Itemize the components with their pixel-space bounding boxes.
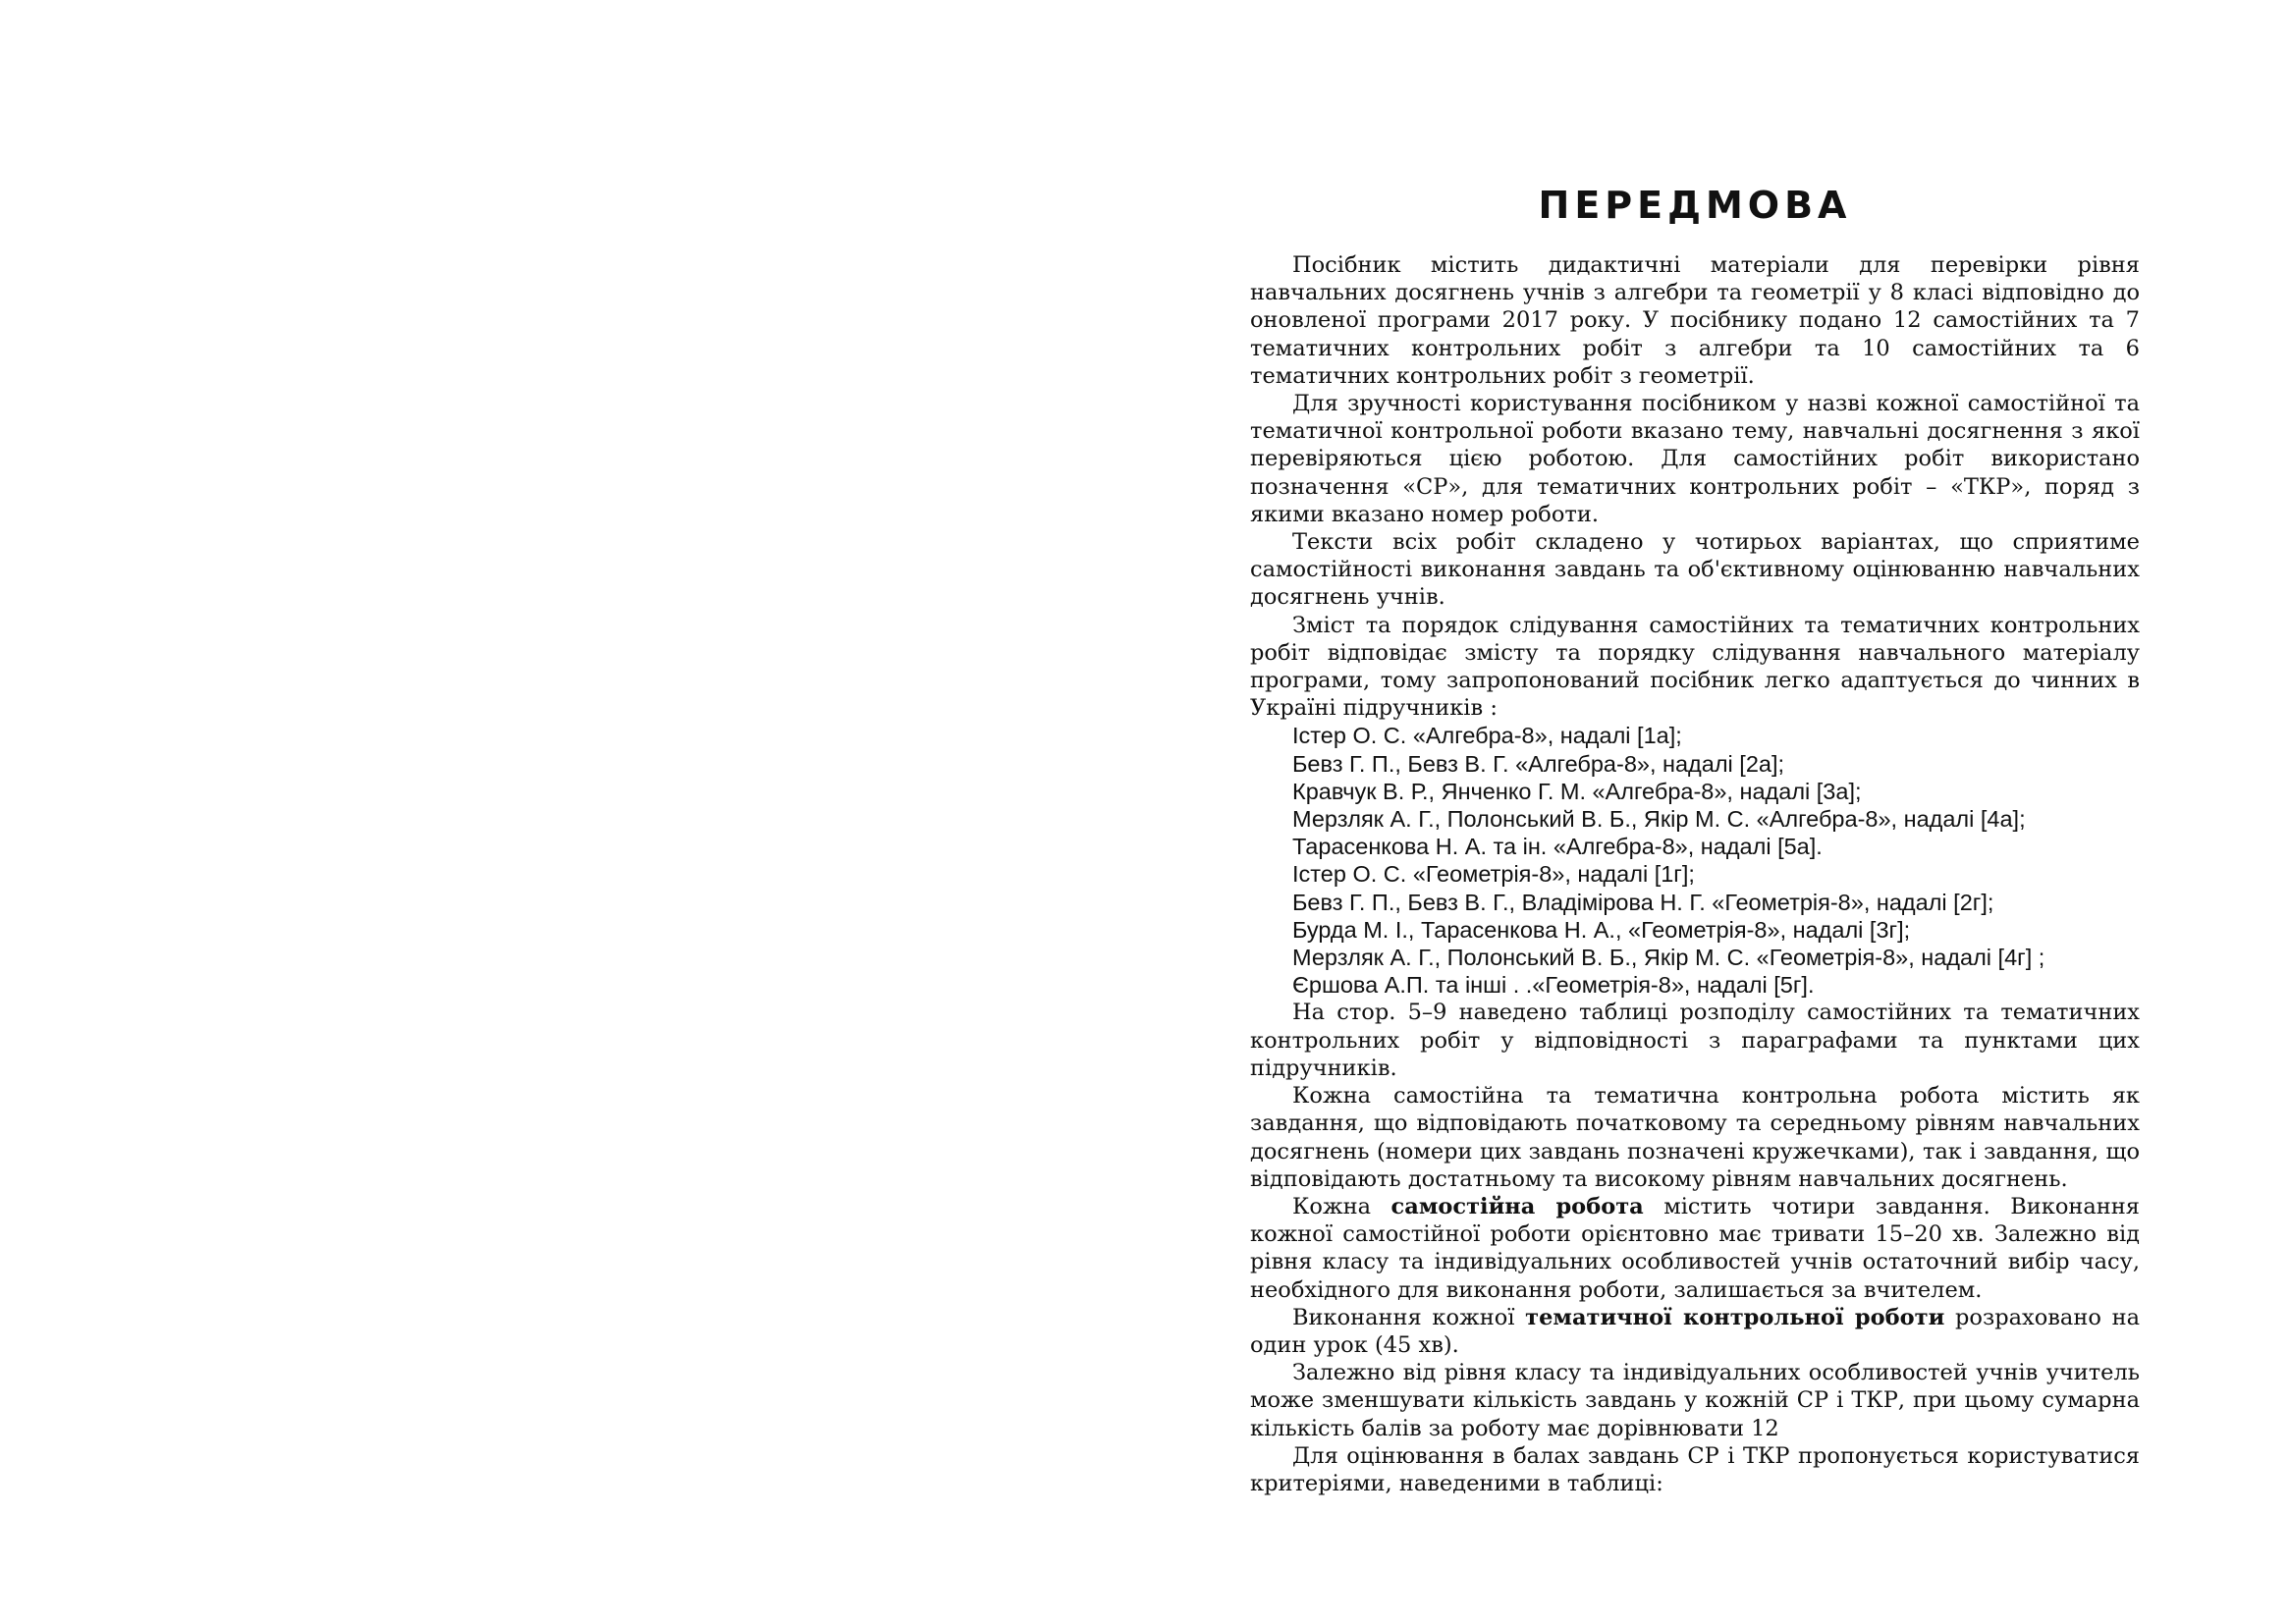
textbook-item: Мерзляк А. Г., Полонський В. Б., Якір М. С. «Геометрія-8», надалі [4г] ;: [1292, 945, 2045, 971]
paragraph-intro: Посібник містить дидактичні матеріали для перевірки рівня навчальних досягнень учнів з алгебри та геометрії у 8 класі відповідно до оновленої програми 2017 року. У посібнику подано 12 самостійних та 7 тематичних контрольних робіт з алгебри та 10 самостійних та 6 тематичних контрольних робіт з геометрії.: [1250, 252, 2140, 389]
emphasis-thematic-work: тематичної контрольної роботи: [1525, 1304, 1945, 1330]
paragraph-tables: На стор. 5–9 наведено таблиці розподілу самостійних та тематичних контрольних робіт у відповідності з параграфами та пунктами цих підручників.: [1250, 1000, 2140, 1081]
text-run: містить чотири завдання. Виконання кожної самостійної роботи орієнтовно має тривати 15–20 хв. Залежно від рівня класу та індивідуальних особливостей учнів остаточний вибір часу, необхідного для виконання роботи, залишається за вчителем.: [1250, 1193, 2140, 1303]
textbook-item: Істер О. С. «Алгебра-8», надалі [1а];: [1292, 723, 1682, 749]
text-run: Кожна: [1292, 1193, 1391, 1219]
paragraph-content-order: Зміст та порядок слідування самостійних та тематичних контрольних робіт відповідає змісту та порядку слідування навчального матеріалу програми, тому запропонований посібник легко адаптується до чинних в Україні підручників :: [1250, 612, 2140, 722]
textbook-item: Бевз Г. П., Бевз В. Г., Владімірова Н. Г. «Геометрія-8», надалі [2г];: [1292, 889, 1994, 915]
textbook-item: Єршова А.П. та інші . .«Геометрія-8», надалі [5г].: [1292, 972, 1815, 999]
paragraph-criteria: Для оцінювання в балах завдань СР і ТКР пропонується користуватися критеріями, наведеними в таблиці:: [1250, 1442, 2140, 1496]
textbook-item: Бурда М. І., Тарасенкова Н. А., «Геометрія-8», надалі [3г];: [1292, 916, 1911, 943]
textbook-item: Істер О. С. «Геометрія-8», надалі [1г];: [1292, 861, 1695, 888]
emphasis-independent-work: самостійна робота: [1390, 1193, 1644, 1219]
paragraph-variants: Тексти всіх робіт складено у чотирьох варіантах, що сприятиме самостійності виконання завдань та об'єктивному оцінюванню навчальних досягнень учнів.: [1250, 529, 2140, 611]
textbook-item: Мерзляк А. Г., Полонський В. Б., Якір М. С. «Алгебра-8», надалі [4а];: [1292, 806, 2026, 833]
paragraph-levels: Кожна самостійна та тематична контрольна робота містить як завдання, що відповідають початковому та середньому рівням навчальних досягнень (номери цих завдань позначені кружечками), так і завдання, що відповідають достатньому та високому рівням навчальних досягнень.: [1250, 1083, 2140, 1192]
text-run: розраховано на один урок (45 хв).: [1250, 1304, 2140, 1358]
left-page-blank: [0, 0, 1144, 1624]
paragraph-thematic-work: [1250, 1304, 2140, 1359]
paragraph-independent-work: [1250, 1193, 2140, 1304]
textbook-item: Кравчук В. Р., Янченко Г. М. «Алгебра-8», надалі [3а];: [1292, 778, 1862, 804]
text-run: Виконання кожної: [1292, 1304, 1526, 1330]
textbook-item: Бевз Г. П., Бевз В. Г. «Алгебра-8», надалі [2а];: [1292, 750, 1785, 777]
textbook-item: Тарасенкова Н. А. та ін. «Алгебра-8», надалі [5а].: [1292, 834, 1823, 860]
preface-content: [1250, 183, 2140, 1497]
right-page: [1145, 0, 2289, 1624]
textbook-list: [1250, 722, 2140, 999]
paragraph-reduce-tasks: Залежно від рівня класу та індивідуальних особливостей учнів учитель може зменшувати кількість завдань у кожній СР і ТКР, при цьому сумарна кількість балів за роботу має дорівнювати 12: [1250, 1360, 2140, 1441]
page-title: ПЕРЕДМОВА: [1538, 184, 1852, 227]
paragraph-convenience: Для зручності користування посібником у назві кожної самостійної та тематичної контрольної роботи вказано тему, навчальні досягнення з якої перевіряються цією роботою. Для самостійних робіт використано позначення «СР», для тематичних контрольних робіт – «ТКР», поряд з якими вказано номер роботи.: [1250, 391, 2140, 527]
